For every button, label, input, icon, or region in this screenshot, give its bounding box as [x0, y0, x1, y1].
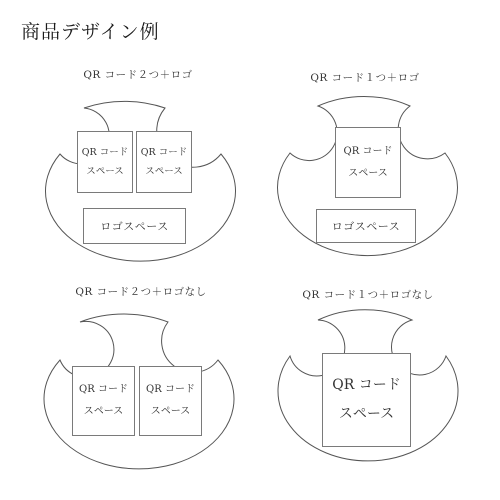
qr-space-line1: QR コード — [146, 384, 195, 395]
qr-code-space — [72, 366, 135, 436]
logo-space — [83, 208, 186, 244]
qr-code-space — [136, 131, 192, 193]
qr-space-line2: スペース — [145, 166, 183, 177]
qr-space-line1: QR コード — [332, 376, 401, 393]
variant-label-qr2-nologo: QR コード２つ＋ロゴなし — [75, 286, 207, 298]
logo-space — [316, 209, 416, 243]
qr-code-space — [335, 127, 401, 198]
qr-code-space — [322, 353, 411, 447]
logo-space-label: ロゴスペース — [331, 220, 401, 233]
qr-space-line1: QR コード — [343, 145, 393, 157]
variant-label-qr1-logo: QR コード１つ＋ロゴ — [310, 72, 420, 84]
qr-code-space — [139, 366, 202, 436]
variant-label-qr1-nologo: QR コード１つ＋ロゴなし — [302, 289, 434, 301]
qr-space-line1: QR コード — [79, 384, 128, 395]
logo-space-label: ロゴスペース — [100, 220, 169, 233]
qr-space-line2: スペース — [348, 167, 388, 179]
qr-space-line1: QR コード — [81, 147, 129, 158]
qr-code-space — [77, 131, 133, 193]
qr-space-line2: スペース — [83, 406, 124, 417]
qr-space-line2: スペース — [150, 406, 191, 417]
variant-label-qr2-logo: QR コード２つ＋ロゴ — [83, 69, 193, 81]
qr-space-line2: スペース — [338, 406, 395, 422]
qr-space-line2: スペース — [86, 166, 124, 177]
qr-space-line1: QR コード — [140, 147, 188, 158]
page-title: 商品デザイン例 — [21, 21, 160, 43]
